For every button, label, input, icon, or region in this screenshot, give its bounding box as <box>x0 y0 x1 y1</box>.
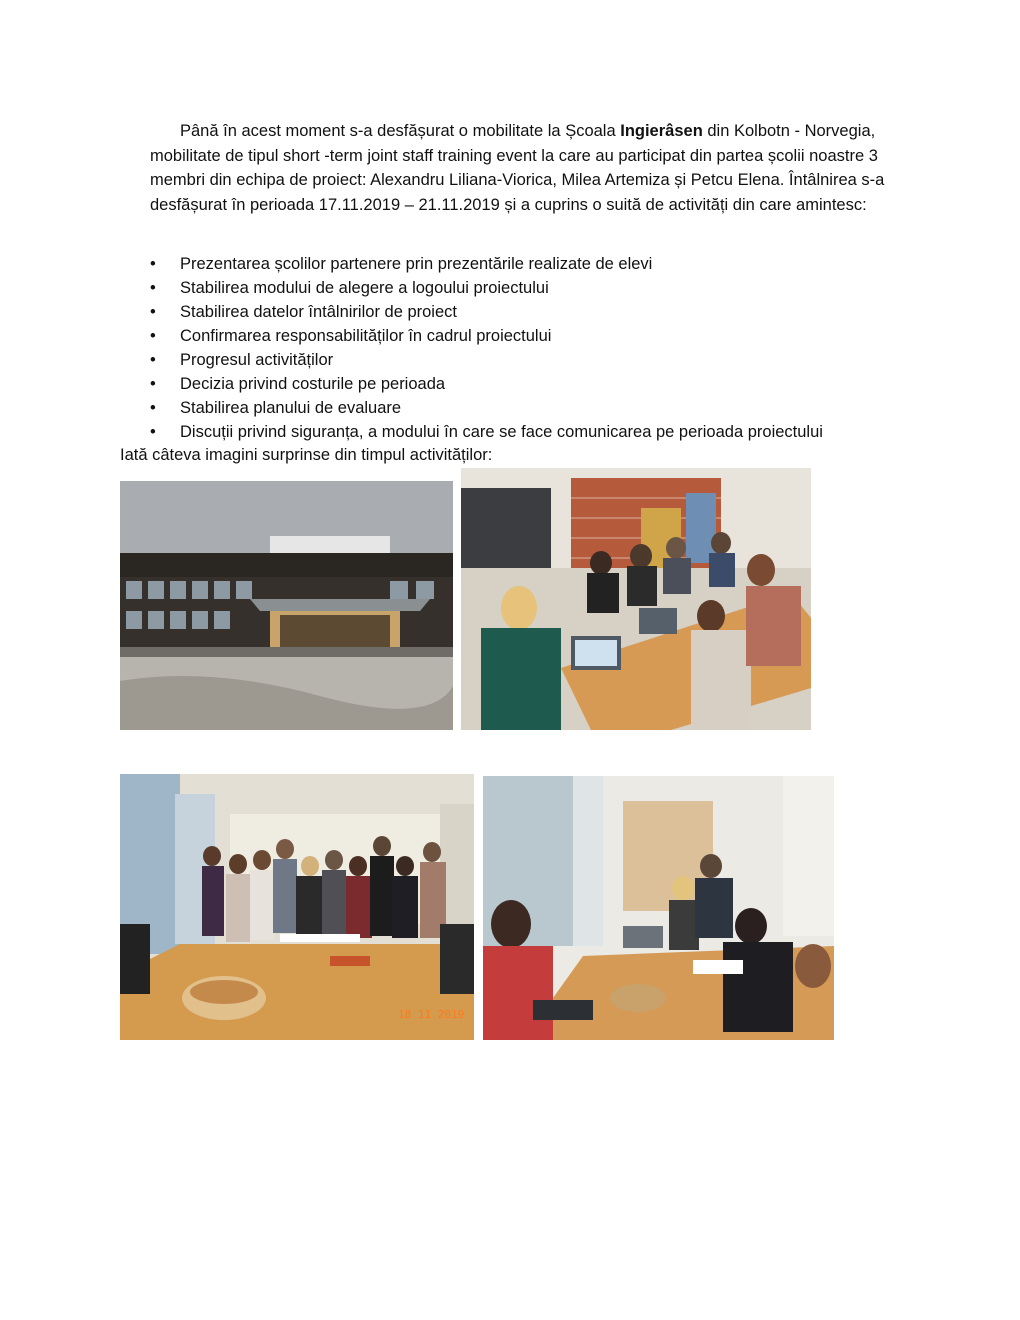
bullet-icon: • <box>150 351 156 369</box>
group-photo <box>120 774 474 1040</box>
bullet-icon: • <box>150 399 156 417</box>
bullet-icon: • <box>150 375 156 393</box>
meeting-photo-1 <box>461 468 811 730</box>
list-item <box>150 324 823 348</box>
list-item <box>150 276 823 300</box>
list-item <box>150 348 823 372</box>
list-item-text: Discuții privind siguranța, a modului în care se face comunicarea pe perioada proiectului <box>180 423 823 441</box>
list-item <box>150 252 823 276</box>
school-name: Ingierâsen <box>620 122 703 140</box>
bullet-icon: • <box>150 303 156 321</box>
list-item <box>150 300 823 324</box>
list-item-text: Stabilirea planului de evaluare <box>180 399 402 417</box>
bullet-icon: • <box>150 255 156 273</box>
list-item-text: Prezentarea școlilor partenere prin prezentările realizate de elevi <box>180 255 653 273</box>
list-item-text: Decizia privind costurile pe perioada <box>180 375 446 393</box>
bullet-icon: • <box>150 327 156 345</box>
list-item-text: Confirmarea responsabilităților în cadrul proiectului <box>180 327 552 345</box>
photo-timestamp: 18 11 2019 <box>398 1008 465 1021</box>
intro-text-rest: din Kolbotn - Norvegia, mobilitate de tipul short -term joint staff training event la care au participat din partea școlii noastre 3 membri din echipa de proiect: Alexandru Liliana-Viorica, Milea Artemiza și Petcu Elena. Întâlnirea s-a desfășurat în perioada 17.11.2019 – 21.11.2019 și a cuprins o suită de activități din care amintesc: <box>150 122 885 214</box>
school-building-photo <box>120 481 453 730</box>
list-item-text: Stabilirea modului de alegere a logoului proiectului <box>180 279 549 297</box>
bullet-icon: • <box>150 423 156 441</box>
meeting-photo-2 <box>483 776 834 1040</box>
images-caption: Iată câteva imagini surprinse din timpul activităților: <box>120 446 493 464</box>
list-item <box>150 372 823 396</box>
list-item-text: Stabilirea datelor întâlnirilor de proiect <box>180 303 457 321</box>
intro-paragraph <box>150 119 890 217</box>
list-item <box>150 420 823 444</box>
intro-text-start: Până în acest moment s-a desfășurat o mobilitate la Școala <box>180 122 621 140</box>
activities-list <box>150 252 823 444</box>
list-item <box>150 396 823 420</box>
bullet-icon: • <box>150 279 156 297</box>
list-item-text: Progresul activităților <box>180 351 334 369</box>
